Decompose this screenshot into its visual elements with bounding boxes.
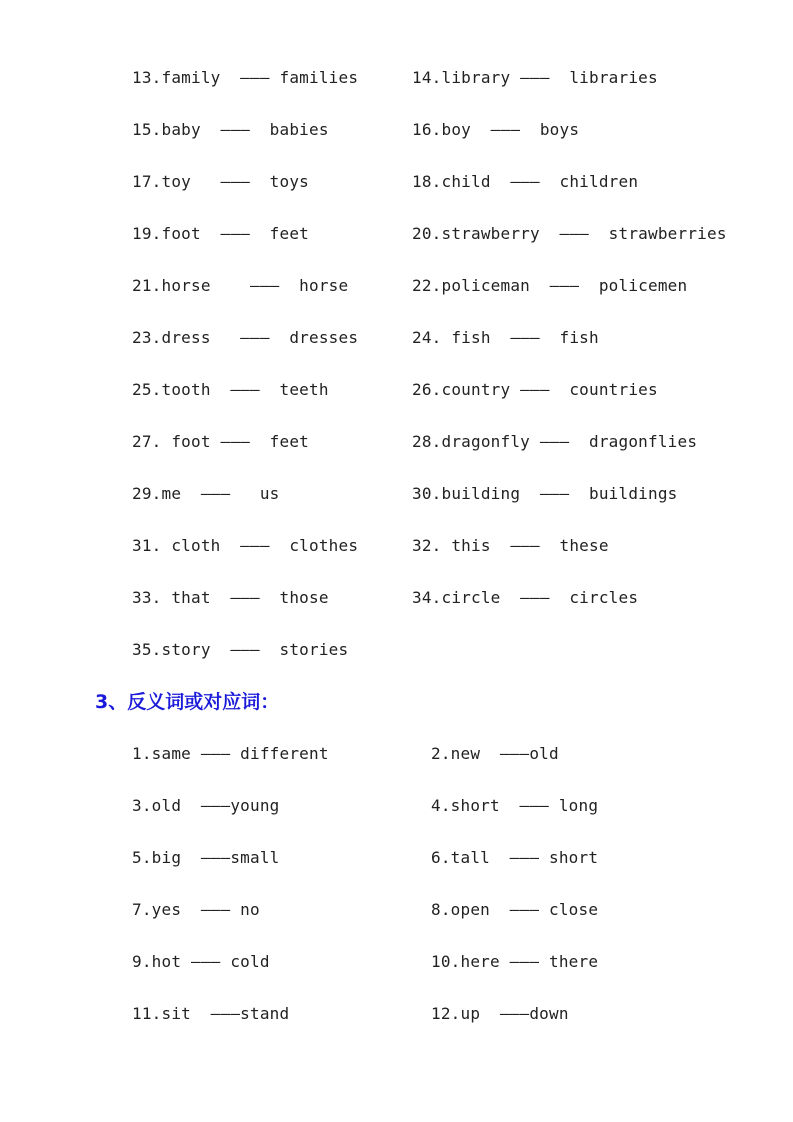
plural-item-34: 34.circle ——— circles [412, 588, 639, 607]
section-heading: 3、反义词或对应词： [95, 691, 280, 713]
plural-item-24: 24. fish ——— fish [412, 328, 599, 347]
plural-item-28: 28.dragonfly ——— dragonflies [412, 432, 698, 451]
plural-item-16: 16.boy ——— boys [412, 120, 580, 139]
plural-item-14: 14.library ——— libraries [412, 68, 658, 87]
antonym-item-8: 8.open ——— close [431, 900, 599, 919]
antonym-item-11: 11.sit ———stand [132, 1004, 290, 1023]
plural-item-29: 29.me ——— us [132, 484, 280, 503]
antonym-item-6: 6.tall ——— short [431, 848, 599, 867]
plural-item-23: 23.dress ——— dresses [132, 328, 359, 347]
plural-item-27: 27. foot ——— feet [132, 432, 309, 451]
plural-item-32: 32. this ——— these [412, 536, 609, 555]
plural-item-20: 20.strawberry ——— strawberries [412, 224, 727, 243]
antonym-item-9: 9.hot ——— cold [132, 952, 270, 971]
antonym-item-12: 12.up ———down [431, 1004, 569, 1023]
plural-item-13: 13.family ——— families [132, 68, 359, 87]
plural-item-17: 17.toy ——— toys [132, 172, 309, 191]
antonym-item-4: 4.short ——— long [431, 796, 599, 815]
antonym-item-10: 10.here ——— there [431, 952, 599, 971]
plural-item-21: 21.horse ——— horse [132, 276, 349, 295]
plural-item-30: 30.building ——— buildings [412, 484, 678, 503]
plural-item-35: 35.story ——— stories [132, 640, 349, 659]
antonym-item-7: 7.yes ——— no [132, 900, 260, 919]
plural-item-15: 15.baby ——— babies [132, 120, 329, 139]
antonym-item-2: 2.new ———old [431, 744, 559, 763]
antonym-item-3: 3.old ———young [132, 796, 280, 815]
antonym-item-5: 5.big ———small [132, 848, 280, 867]
plural-item-33: 33. that ——— those [132, 588, 329, 607]
plural-item-18: 18.child ——— children [412, 172, 639, 191]
plural-item-31: 31. cloth ——— clothes [132, 536, 359, 555]
plural-item-22: 22.policeman ——— policemen [412, 276, 688, 295]
antonym-item-1: 1.same ——— different [132, 744, 329, 763]
plural-item-26: 26.country ——— countries [412, 380, 658, 399]
plural-item-19: 19.foot ——— feet [132, 224, 309, 243]
plural-item-25: 25.tooth ——— teeth [132, 380, 329, 399]
